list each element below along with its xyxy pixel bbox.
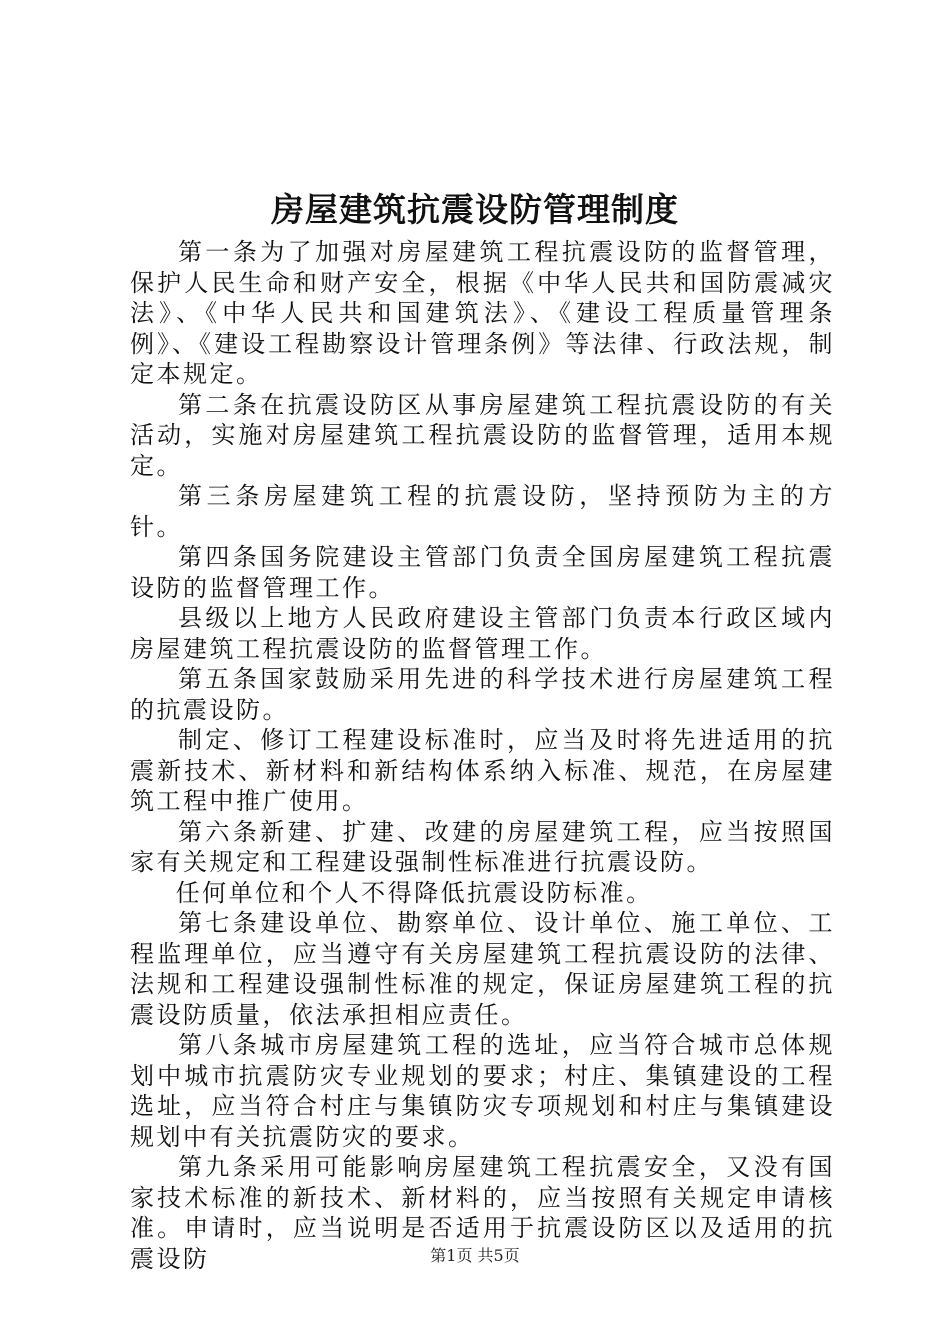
paragraph-article-4: 第四条国务院建设主管部门负责全国房屋建筑工程抗震设防的监督管理工作。 xyxy=(130,543,835,602)
paragraph-article-9: 第九条采用可能影响房屋建筑工程抗震安全，又没有国家技术标准的新技术、新材料的，应当按照有关规定申请核准。申请时，应当说明是否适用于抗震设防区以及适用的抗震设防 xyxy=(130,1153,835,1273)
paragraph-article-2: 第二条在抗震设防区从事房屋建筑工程抗震设防的有关活动，实施对房屋建筑工程抗震设防的监督管理，适用本规定。 xyxy=(130,390,835,480)
paragraph-article-5-clause: 制定、修订工程建设标准时，应当及时将先进适用的抗震新技术、新材料和新结构体系纳入标准、规范，在房屋建筑工程中推广使用。 xyxy=(130,726,835,815)
paragraph-article-8: 第八条城市房屋建筑工程的选址，应当符合城市总体规划中城市抗震防灾专业规划的要求；村庄、集镇建设的工程选址，应当符合村庄与集镇防灾专项规划和村庄与集镇建设规划中有关抗震防灾的要求。 xyxy=(130,1031,835,1151)
paragraph-article-7: 第七条建设单位、勘察单位、设计单位、施工单位、工程监理单位，应当遵守有关房屋建筑工程抗震设防的法律、法规和工程建设强制性标准的规定，保证房屋建筑工程的抗震设防质量，依法承担相应责任。 xyxy=(130,909,835,1029)
document-body xyxy=(130,237,835,1274)
paragraph-article-6: 第六条新建、扩建、改建的房屋建筑工程，应当按照国家有关规定和工程建设强制性标准进行抗震设防。 xyxy=(130,817,835,876)
paragraph-article-4-clause: 县级以上地方人民政府建设主管部门负责本行政区域内房屋建筑工程抗震设防的监督管理工作。 xyxy=(130,604,835,663)
page-number-footer: 第1页 共5页 xyxy=(430,1246,520,1265)
paragraph-article-6-clause: 任何单位和个人不得降低抗震设防标准。 xyxy=(175,878,653,907)
paragraph-article-1: 第一条为了加强对房屋建筑工程抗震设防的监督管理，保护人民生命和财产安全，根据《中华人民共和国防震减灾法》、《中华人民共和国建筑法》、《建设工程质量管理条例》、《建设工程勘察设计管理条例》等法律、行政法规，制定本规定。 xyxy=(130,238,835,388)
paragraph-article-5: 第五条国家鼓励采用先进的科学技术进行房屋建筑工程的抗震设防。 xyxy=(130,665,835,724)
paragraph-article-3: 第三条房屋建筑工程的抗震设防，坚持预防为主的方针。 xyxy=(130,482,835,541)
document-title: 房屋建筑抗震设防管理制度 xyxy=(271,190,679,229)
